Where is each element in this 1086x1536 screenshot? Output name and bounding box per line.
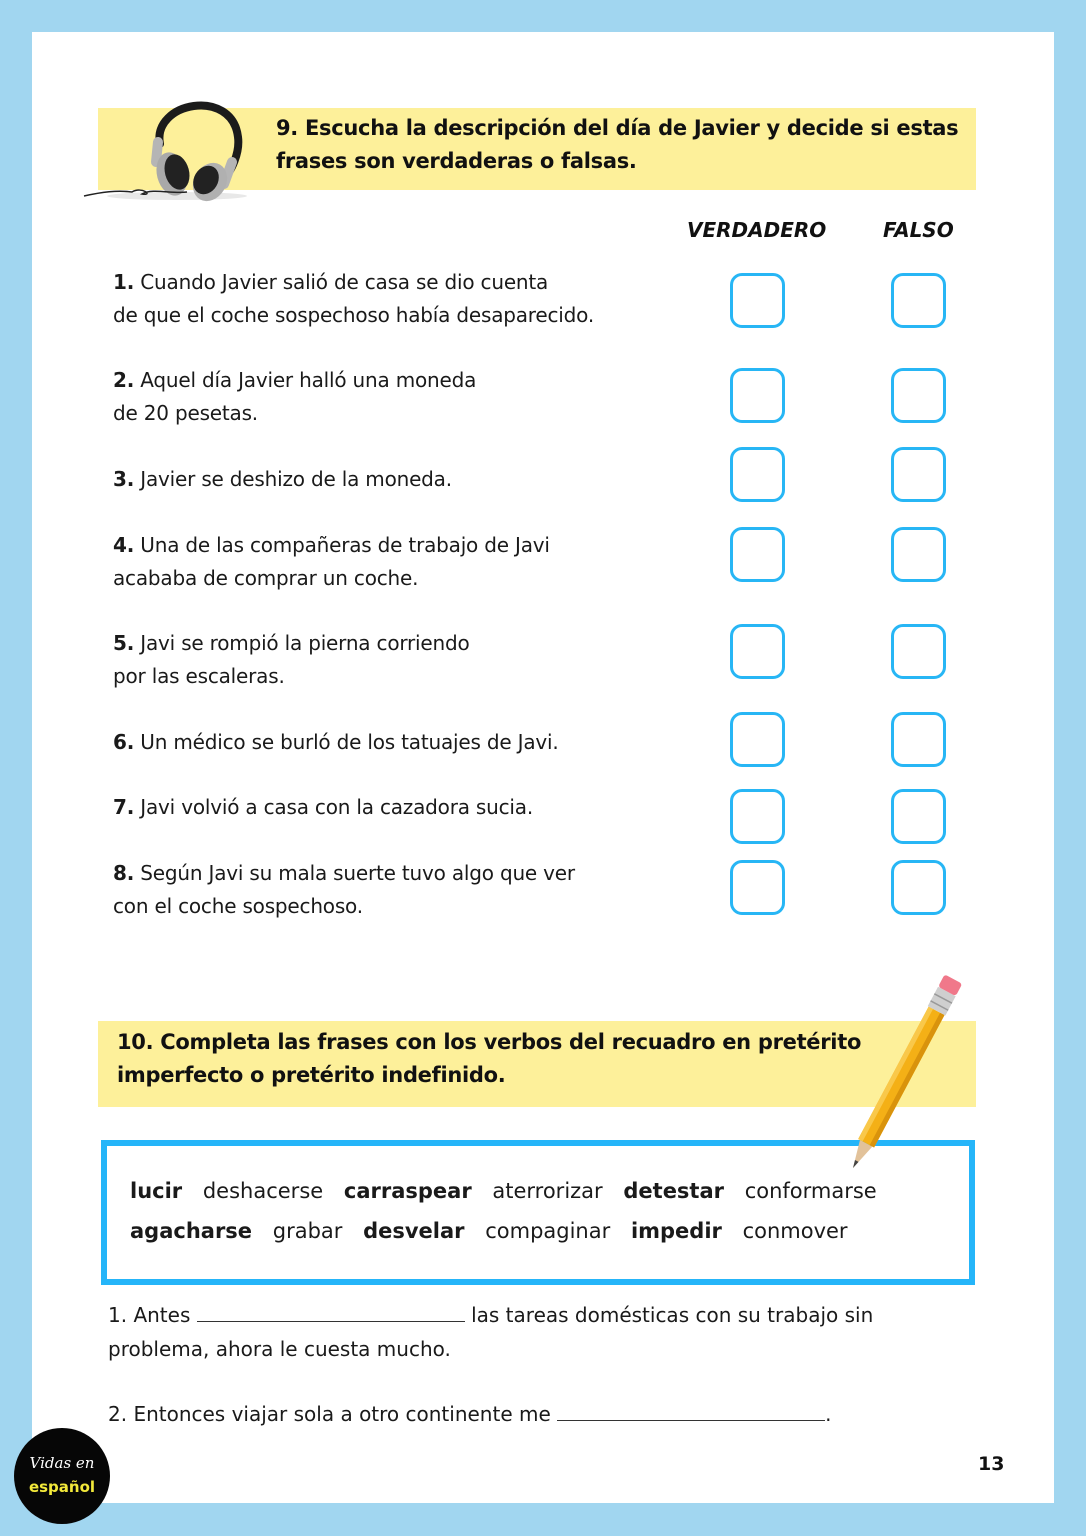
statement-number: 8. [113, 861, 135, 885]
statement-number: 3. [113, 467, 135, 491]
statement-number: 6. [113, 730, 135, 754]
statement-5 [113, 627, 683, 693]
statement-2 [113, 364, 683, 430]
statement-text: de que el coche sospechoso había desaparecido. [113, 303, 594, 327]
statement-text: Aquel día Javier halló una moneda [140, 368, 477, 392]
exercise-9-title [276, 112, 958, 178]
verb-word: carraspear [343, 1179, 472, 1203]
answer-blank-2[interactable] [557, 1402, 825, 1421]
pencil-icon [840, 955, 980, 1175]
statement-number: 2. [113, 368, 135, 392]
sentence-text-after: . [825, 1402, 832, 1426]
checkbox-6-falso[interactable] [891, 712, 946, 767]
checkbox-1-falso[interactable] [891, 273, 946, 328]
vidas-en-espanol-logo [14, 1428, 110, 1524]
statement-4 [113, 529, 683, 595]
verb-word: detestar [623, 1179, 724, 1203]
checkbox-1-verdadero[interactable] [730, 273, 785, 328]
sentence-text-before: 1. Antes [108, 1303, 197, 1327]
checkbox-6-verdadero[interactable] [730, 712, 785, 767]
verb-row-1 [130, 1171, 891, 1211]
statement-text: de 20 pesetas. [113, 401, 258, 425]
fill-sentence-2 [108, 1397, 968, 1431]
verb-list [130, 1171, 891, 1251]
fill-sentence-1 [108, 1298, 968, 1366]
verb-word: desvelar [363, 1219, 465, 1243]
statement-number: 7. [113, 795, 135, 819]
statement-text: Javier se deshizo de la moneda. [140, 467, 452, 491]
statement-8 [113, 857, 683, 923]
page-number: 13 [978, 1453, 1005, 1475]
statement-text: Javi volvió a casa con la cazadora sucia. [140, 795, 533, 819]
column-header-verdadero: VERDADERO [687, 218, 827, 242]
column-header-falso: FALSO [883, 218, 954, 242]
exercise-10-title-line1: 10. Completa las frases con los verbos del recuadro en pretérito [117, 1030, 862, 1054]
sentence-text-after: las tareas domésticas con su trabajo sin problema, ahora le cuesta mucho. [108, 1303, 874, 1361]
verb-row-2 [130, 1211, 891, 1251]
headphones-icon [82, 92, 262, 204]
verb-word: compaginar [485, 1219, 611, 1243]
verb-word: agacharse [130, 1219, 253, 1243]
checkbox-3-verdadero[interactable] [730, 447, 785, 502]
verb-word: grabar [272, 1219, 343, 1243]
logo-brand-text: español [28, 1478, 96, 1496]
answer-blank-1[interactable] [197, 1303, 465, 1322]
verb-word: aterrorizar [492, 1179, 603, 1203]
verb-word: lucir [130, 1179, 183, 1203]
statement-number: 5. [113, 631, 135, 655]
verb-word: deshacerse [202, 1179, 324, 1203]
statement-number: 1. [113, 270, 135, 294]
statement-number: 4. [113, 533, 135, 557]
statement-text: con el coche sospechoso. [113, 894, 363, 918]
exercise-9-title-line2: frases son verdaderas o falsas. [276, 149, 637, 173]
statement-1 [113, 266, 683, 332]
checkbox-3-falso[interactable] [891, 447, 946, 502]
sentence-text-before: 2. Entonces viajar sola a otro continente me [108, 1402, 558, 1426]
checkbox-2-verdadero[interactable] [730, 368, 785, 423]
checkbox-2-falso[interactable] [891, 368, 946, 423]
checkbox-7-falso[interactable] [891, 789, 946, 844]
exercise-9-title-line1: 9. Escucha la descripción del día de Javier y decide si estas [276, 116, 959, 140]
statement-text: Javi se rompió la pierna corriendo [140, 631, 470, 655]
statement-text: acababa de comprar un coche. [113, 566, 419, 590]
checkbox-5-verdadero[interactable] [730, 624, 785, 679]
statement-text: Una de las compañeras de trabajo de Javi [140, 533, 550, 557]
checkbox-7-verdadero[interactable] [730, 789, 785, 844]
logo-script-text: Vidas en [29, 1454, 95, 1472]
verb-word: impedir [630, 1219, 722, 1243]
statement-6 [113, 726, 683, 759]
statement-3 [113, 463, 683, 496]
checkbox-4-verdadero[interactable] [730, 527, 785, 582]
statement-7 [113, 791, 683, 824]
exercise-10-title [117, 1026, 861, 1092]
statement-text: Un médico se burló de los tatuajes de Javi. [140, 730, 559, 754]
checkbox-4-falso[interactable] [891, 527, 946, 582]
statement-text: Según Javi su mala suerte tuvo algo que ver [140, 861, 575, 885]
verb-word: conmover [742, 1219, 848, 1243]
statement-text: Cuando Javier salió de casa se dio cuenta [140, 270, 549, 294]
checkbox-8-falso[interactable] [891, 860, 946, 915]
statement-text: por las escaleras. [113, 664, 285, 688]
checkbox-5-falso[interactable] [891, 624, 946, 679]
checkbox-8-verdadero[interactable] [730, 860, 785, 915]
verb-word: conformarse [744, 1179, 877, 1203]
exercise-10-title-line2: imperfecto o pretérito indefinido. [117, 1063, 506, 1087]
